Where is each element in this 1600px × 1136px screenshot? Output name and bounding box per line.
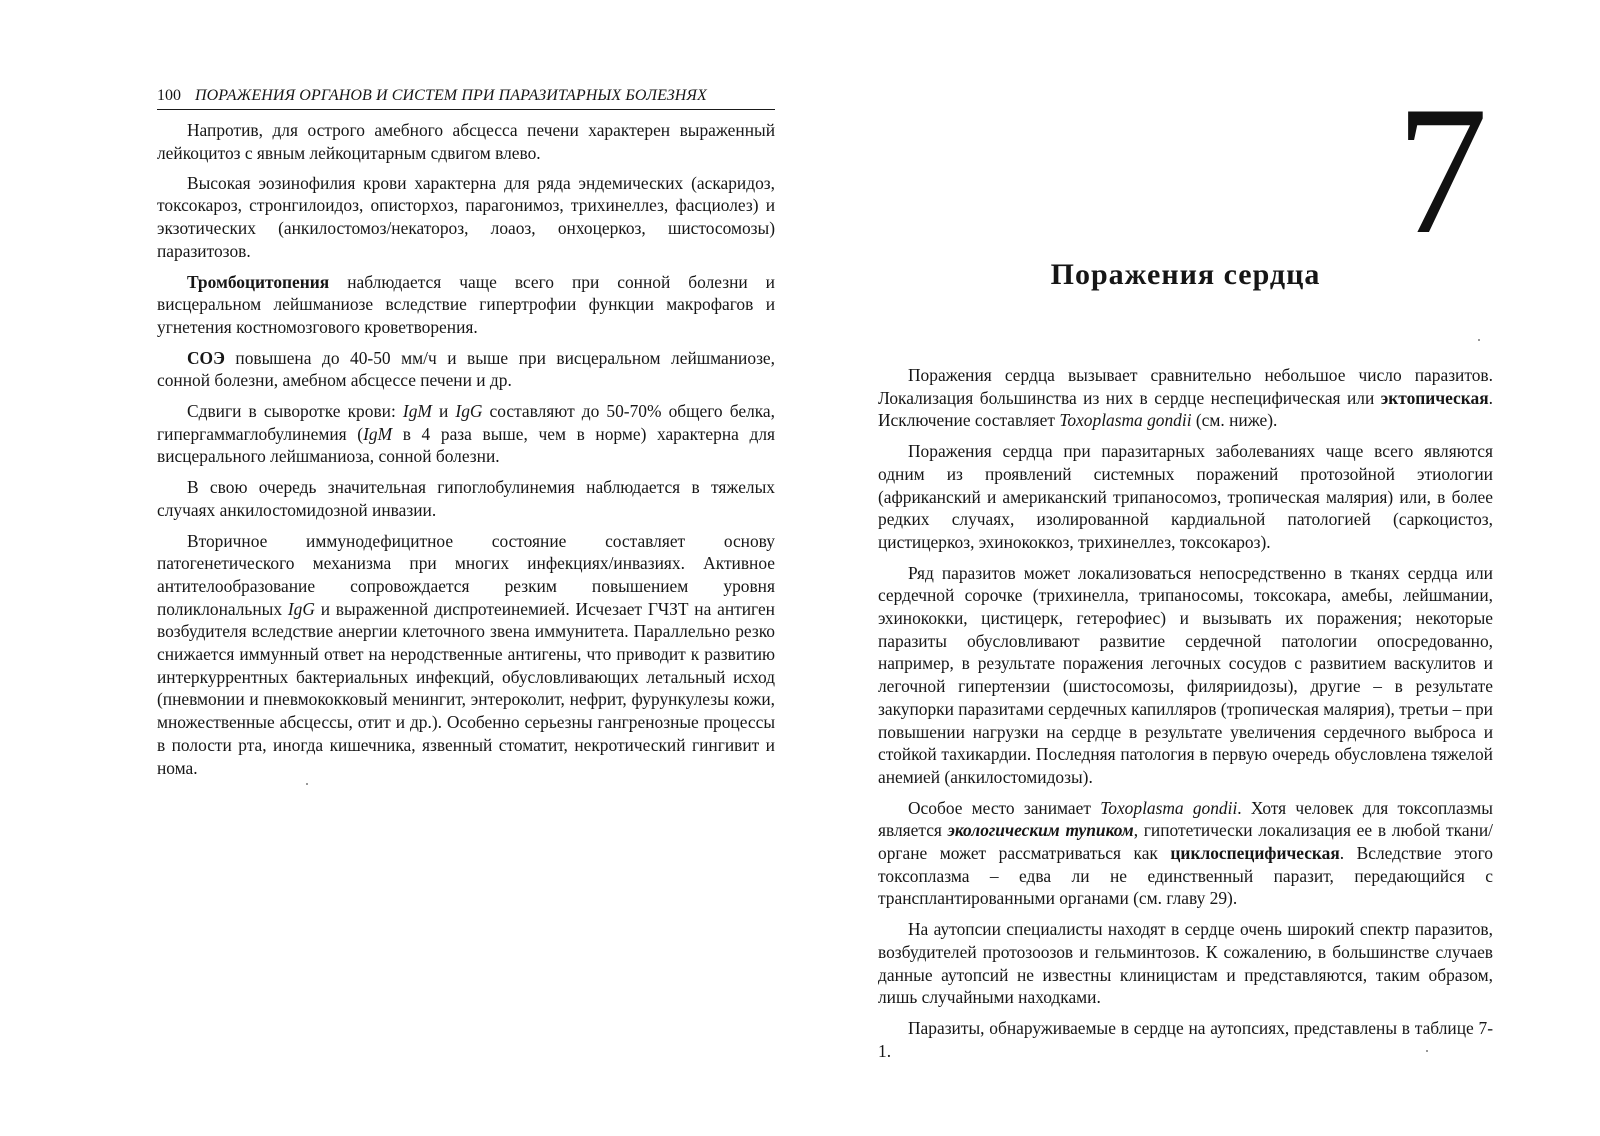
paragraph: [157, 530, 775, 780]
paragraph: [157, 400, 775, 468]
paragraph: Напротив, для острого амебного абсцесса печени характерен выраженный лейкоцитоз с явным лейкоцитарным сдвигом влево.: [157, 120, 775, 163]
term-italic: IgM: [402, 401, 432, 422]
paragraph-text: наблюдается чаще всего при сонной болезни и висцеральном лейшманиозе вследствие гипертрофии функции макрофагов и угнетения костномозгового кроветворения.: [157, 271, 775, 337]
paragraph-text: Особое место занимает: [908, 797, 1101, 818]
running-head: [157, 85, 775, 110]
paragraph-text: . Хотя человек для токсоплазмы является: [878, 797, 1493, 841]
paragraph: В свою очередь значительная гипоглобулинемия наблюдается в тяжелых случаях анкилостомидозной инвазии.: [157, 477, 775, 520]
chapter-number: 7: [1396, 68, 1486, 272]
paragraph: Высокая эозинофилия крови характерна для ряда эндемических (аскаридоз, токсокароз, стронгилоидоз, описторхоз, парагонимоз, трихинеллез, фасциолез) и экзотических (анкилостомоз/некатороз, лоаоз, онхоцеркоз, шистосомозы) паразитозов.: [157, 172, 775, 261]
term-italic: IgG: [455, 401, 483, 422]
paragraph: Поражения сердца при паразитарных заболеваниях чаще всего являются одним из проявлений системных поражений протозойной этиологии (африканский и американский трипаносомоз, тропическая малярия) или, в более редких случаях, изолированной кардиальной патологией (саркоцистоз, цистицеркоз, эхинококкоз, трихинеллез, токсокароз).: [878, 441, 1493, 552]
term-bold: эктопическая: [1380, 387, 1489, 408]
term-bold: Тромбоцитопения: [187, 271, 330, 292]
scan-speck: [1478, 339, 1480, 341]
page-number: 100: [157, 87, 181, 104]
term-italic: IgG: [287, 598, 315, 619]
right-text-column: [878, 364, 1493, 1070]
paragraph-text: Вторичное иммунодефицитное состояние составляет основу патогенетического механизма при многих инфекциях/инвазиях. Активное антителообразование сопровождается резким повышением уровня поликлональных: [157, 530, 775, 619]
paragraph-text: Поражения сердца вызывает сравнительно небольшое число паразитов. Локализация большинства из них в сердце неспецифическая или: [878, 365, 1493, 408]
term-italic: Toxoplasma gondii: [1059, 410, 1192, 431]
paragraph-text: . Вследствие этого токсоплазма – едва ли не единственный паразит, передающийся с трансплантированными органами (см. главу 29).: [878, 843, 1493, 909]
paragraph: На аутопсии специалисты находят в сердце очень широкий спектр паразитов, возбудителей протозоозов и гельминтозов. К сожалению, в большинстве случаев данные аутопсий не известны клиницистам и представляются, таким образом, лишь случайными находками.: [878, 919, 1493, 1008]
paragraph-text: (см. ниже).: [1191, 410, 1278, 431]
paragraph: [878, 797, 1493, 911]
paragraph: [157, 271, 775, 339]
paragraph: Ряд паразитов может локализоваться непосредственно в тканях сердца или сердечной сорочке (трихинелла, трипаносомы, токсокара, амебы, лейшмании, эхинококки, цистицерк, гетерофиес) и вызывать их поражения; некоторые паразиты обусловливают развитие сердечной патологии опосредованно, например, в результате поражения легочных сосудов с развитием васкулитов и легочной гипертензии (шистосомозы, филяриидозы), другие – в результате закупорки паразитами сердечных капилляров (тропическая малярия), третьи – при повышении нагрузки на сердце в результате увеличения сердечного выброса и стойкой тахикардии. Последняя патология в первую очередь обусловлена тяжелой анемией (анкилостомидозы).: [878, 562, 1493, 787]
left-text-column: [157, 119, 775, 787]
paragraph: Паразиты, обнаруживаемые в сердце на аутопсиях, представлены в таблице 7-1.: [878, 1017, 1493, 1061]
chapter-title: Поражения сердца: [1050, 258, 1321, 291]
scan-speck: [306, 783, 308, 785]
term-italic: IgM: [363, 423, 393, 444]
paragraph-text: составляют до 50-70% общего белка, гипергаммаглобулинемия (: [157, 401, 775, 444]
scan-speck: [1426, 1050, 1428, 1052]
paragraph-text: , гипотетически локализация ее в любой ткани/органе может рассматриваться как: [878, 820, 1493, 864]
paragraph: [157, 347, 775, 392]
paragraph-text: и: [431, 401, 456, 422]
term-bold-italic: экологическим тупиком: [947, 820, 1134, 841]
paragraph-text: повышена до 40-50 мм/ч и выше при висцеральном лейшманиозе, сонной болезни, амебном абсцессе печени и др.: [157, 347, 775, 391]
paragraph-text: в 4 раза выше, чем в норме) характерна для висцерального лейшманиоза, сонной болезни.: [157, 423, 776, 467]
running-head-title: ПОРАЖЕНИЯ ОРГАНОВ И СИСТЕМ ПРИ ПАРАЗИТАРНЫХ БОЛЕЗНЯХ: [195, 87, 707, 104]
term-bold: СОЭ: [187, 347, 225, 368]
paragraph: [878, 364, 1493, 432]
paragraph-text: Сдвиги в сыворотке крови:: [187, 401, 403, 422]
term-italic: Toxoplasma gondii: [1100, 797, 1238, 818]
paragraph-text: и выраженной диспротеинемией. Исчезает ГЧЗТ на антиген возбудителя вследствие анергии клеточного звена иммунитета. Параллельно резко снижается иммунный ответ на неродственные антигены, что приводит к развитию интеркуррентных бактериальных инфекций, обусловливающих летальный исход (пневмонии и пневмококковый менингит, энтероколит, нефрит, фурункулезы кожи, множественные абсцессы, отит и др.). Особенно серьезны гангренозные процессы в полости рта, иногда кишечника, язвенный стоматит, некротический гингивит и нома.: [157, 598, 775, 778]
left-page: [0, 0, 790, 1136]
right-page: [790, 0, 1600, 1136]
paragraph-text: . Исключение составляет: [878, 387, 1493, 431]
term-bold: циклоспецифическая: [1170, 843, 1340, 864]
